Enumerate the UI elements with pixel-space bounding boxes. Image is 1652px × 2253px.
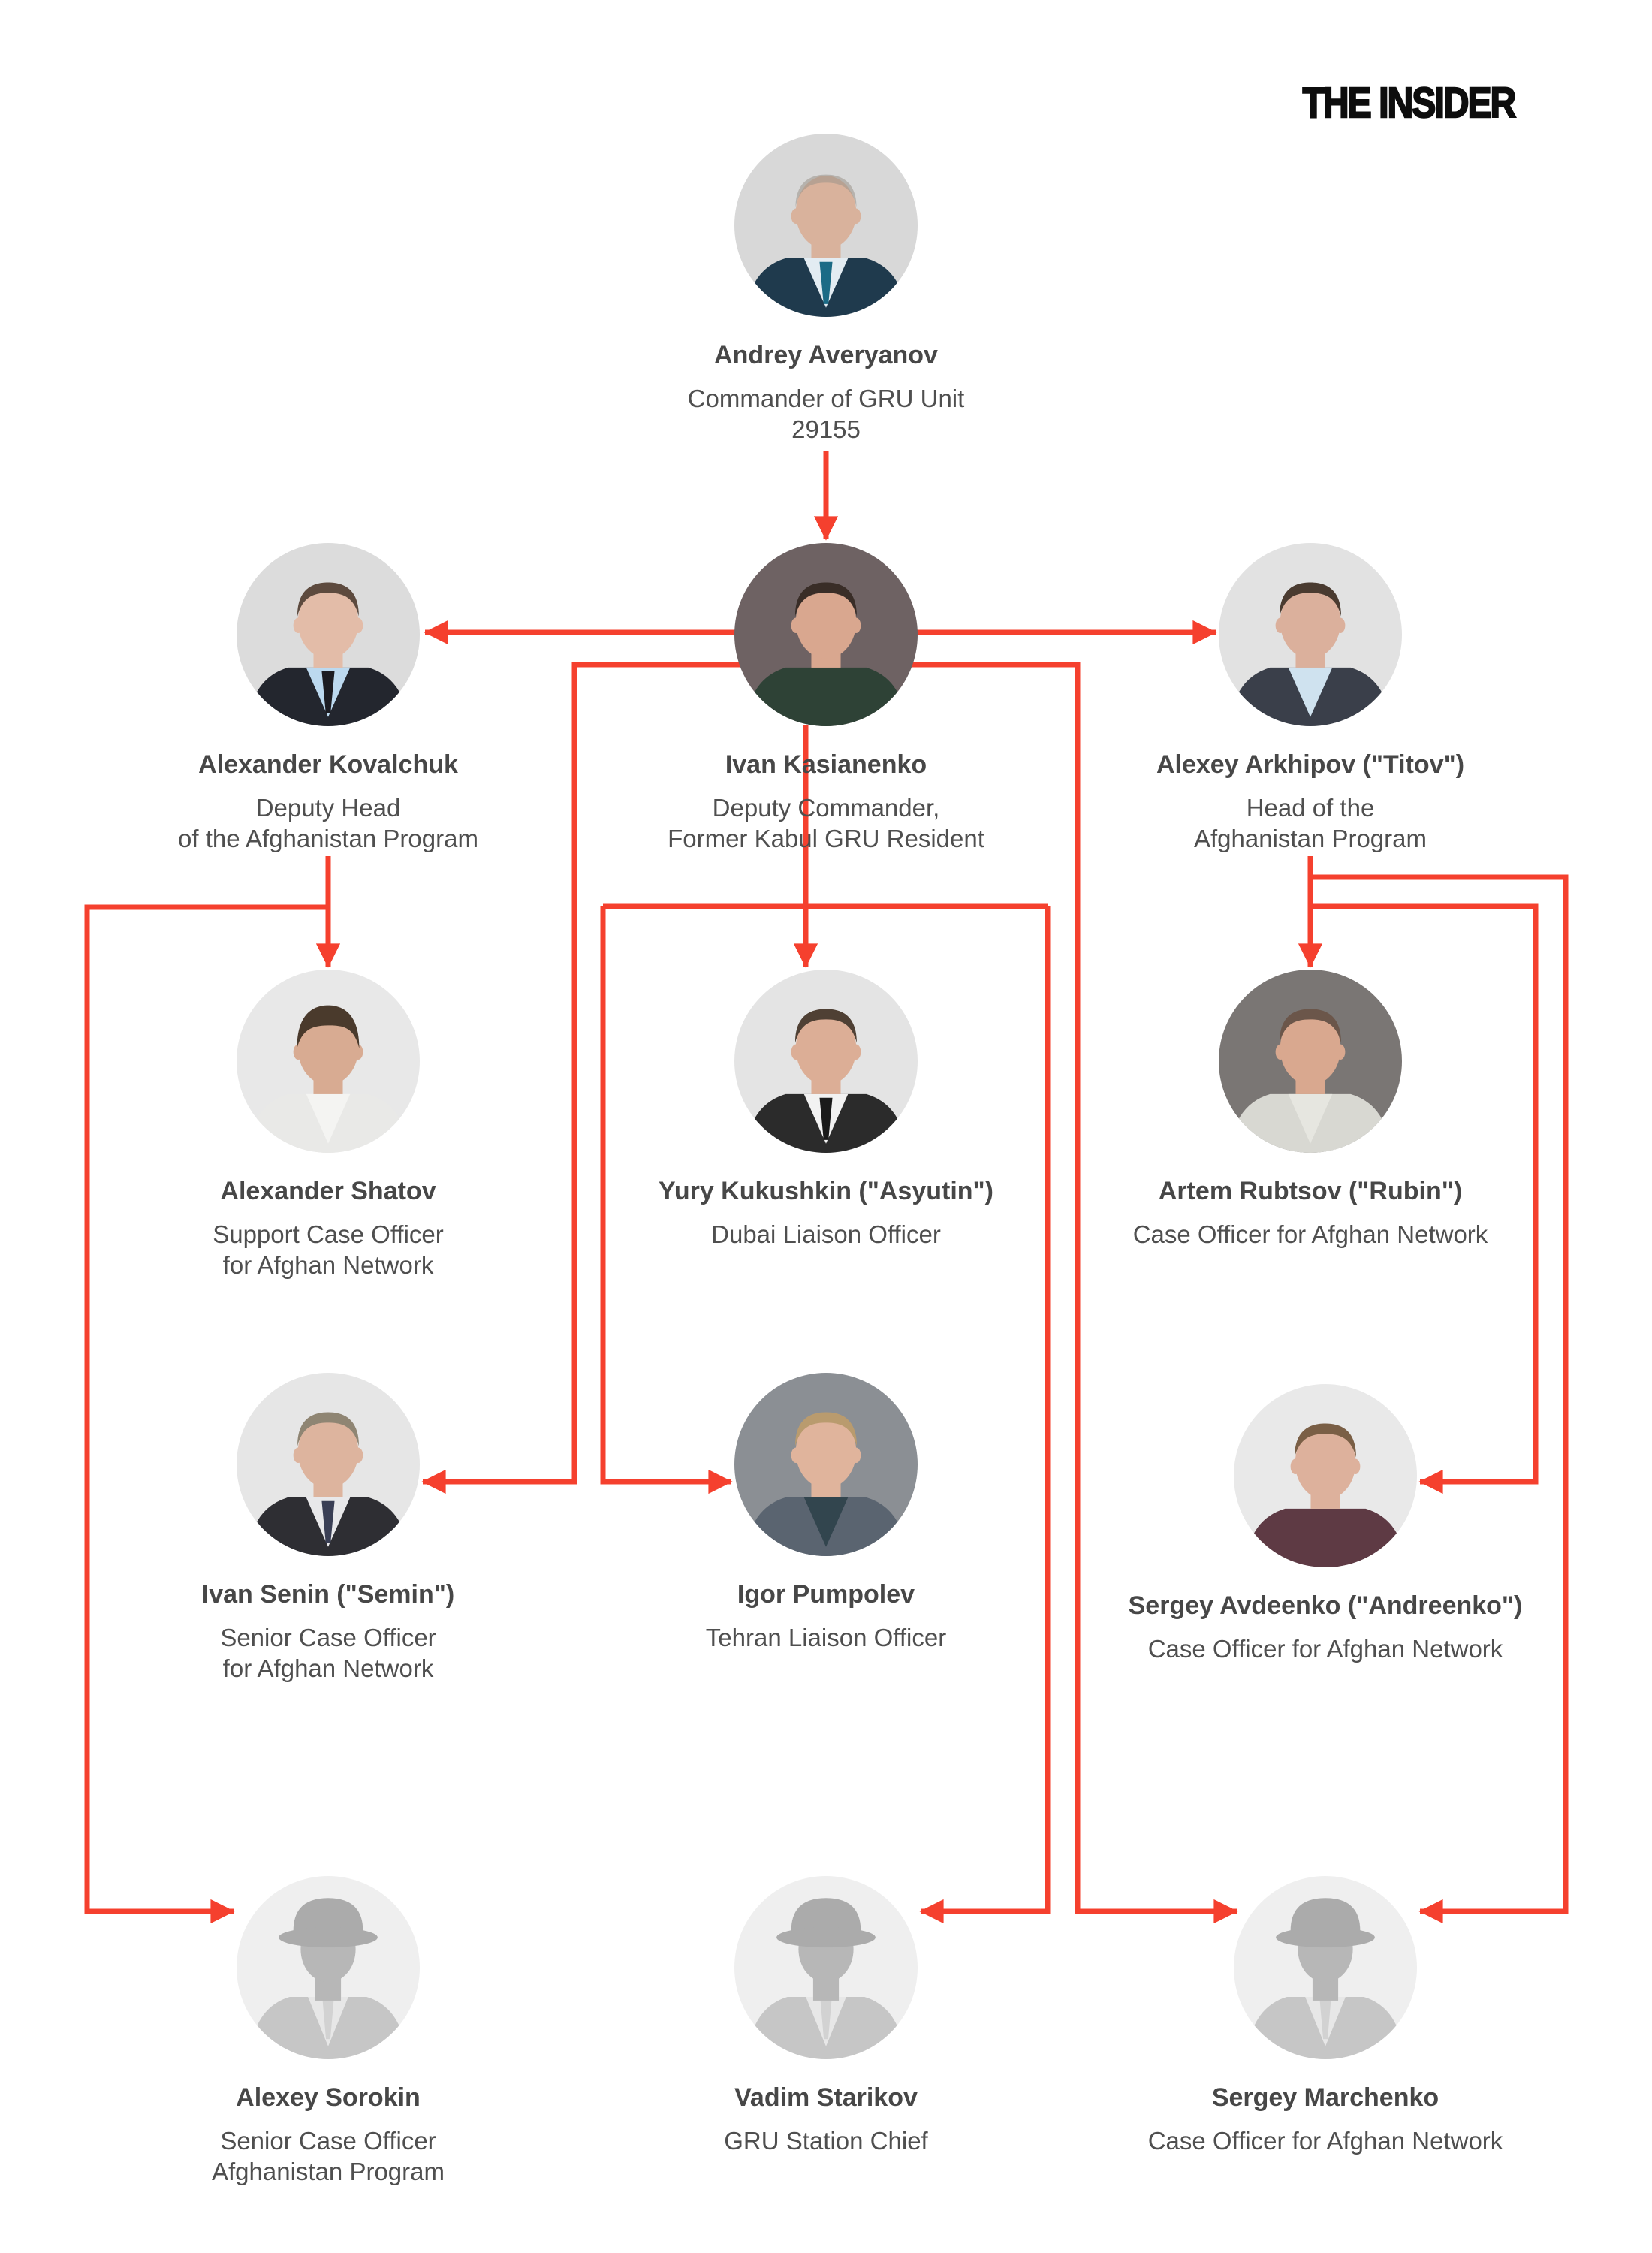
person-title — [65, 1219, 591, 1280]
person-name: Andrey Averyanov — [714, 341, 938, 369]
photo-avatar-rubtsov — [1219, 970, 1402, 1153]
photo-avatar-pumpolev — [734, 1373, 918, 1556]
photo-avatar-senin — [237, 1373, 420, 1556]
anonymous-silhouette-avatar-sorokin — [237, 1876, 420, 2059]
person-name: Alexander Kovalchuk — [198, 750, 458, 779]
person-card-avdeenko — [1063, 1384, 1588, 1737]
person-title — [1063, 2125, 1588, 2156]
person-title — [1048, 792, 1573, 854]
photo-avatar-avdeenko — [1234, 1384, 1417, 1567]
person-card-arkhipov — [1048, 543, 1573, 896]
person-title-line: Case Officer for Afghan Network — [1147, 2127, 1503, 2155]
person-name: Alexander Shatov — [220, 1177, 436, 1205]
photo-avatar-shatov — [237, 970, 420, 1153]
person-title — [563, 383, 1089, 445]
person-name: Sergey Avdeenko ("Andreenko") — [1128, 1591, 1523, 1620]
person-title-line: 29155 — [791, 415, 861, 443]
person-card-sorokin — [65, 1876, 591, 2229]
person-title-line: for Afghan Network — [222, 1251, 434, 1279]
person-title-line: Senior Case Officer — [220, 1624, 436, 1651]
person-name: Ivan Kasianenko — [725, 750, 927, 779]
photo-avatar-kukushkin — [734, 970, 918, 1153]
person-name: Ivan Senin ("Semin") — [201, 1580, 455, 1609]
person-name: Sergey Marchenko — [1211, 2083, 1439, 2112]
the-insider-logo: THE INSIDER — [1302, 80, 1515, 128]
person-card-kovalchuk — [65, 543, 591, 896]
person-title — [65, 2125, 591, 2187]
person-title-line: Afghanistan Program — [1193, 825, 1427, 852]
person-card-pumpolev — [563, 1373, 1089, 1726]
person-card-senin — [65, 1373, 591, 1726]
person-title-line: Case Officer for Afghan Network — [1147, 1635, 1503, 1663]
person-title-line: of the Afghanistan Program — [178, 825, 478, 852]
person-title-line: for Afghan Network — [222, 1654, 434, 1682]
person-title-line: Deputy Commander, — [712, 794, 940, 822]
photo-avatar-kasianenko — [734, 543, 918, 726]
person-card-starikov — [563, 1876, 1089, 2229]
person-card-marchenko — [1063, 1876, 1588, 2229]
person-title — [1048, 1219, 1573, 1250]
person-name: Vadim Starikov — [734, 2083, 918, 2112]
person-title — [563, 792, 1089, 854]
person-title — [563, 1622, 1089, 1653]
person-title-line: Former Kabul GRU Resident — [668, 825, 984, 852]
person-card-averyanov — [563, 134, 1089, 487]
person-title — [1063, 1633, 1588, 1664]
person-name: Artem Rubtsov ("Rubin") — [1158, 1177, 1463, 1205]
person-name: Yury Kukushkin ("Asyutin") — [659, 1177, 993, 1205]
person-title — [563, 1219, 1089, 1250]
person-card-kukushkin — [563, 970, 1089, 1323]
person-title-line: Support Case Officer — [213, 1220, 444, 1248]
person-title-line: Case Officer for Afghan Network — [1132, 1220, 1488, 1248]
photo-avatar-averyanov — [734, 134, 918, 317]
person-card-kasianenko — [563, 543, 1089, 896]
person-title-line: Head of the — [1246, 794, 1375, 822]
person-title — [65, 1622, 591, 1684]
person-title-line: Deputy Head — [255, 794, 401, 822]
person-title-line: Tehran Liaison Officer — [705, 1624, 947, 1651]
person-title-line: Commander of GRU Unit — [687, 385, 965, 412]
person-title-line: Dubai Liaison Officer — [711, 1220, 941, 1248]
person-name: Igor Pumpolev — [737, 1580, 915, 1609]
person-name: Alexey Arkhipov ("Titov") — [1156, 750, 1465, 779]
person-name: Alexey Sorokin — [236, 2083, 421, 2112]
person-title-line: Afghanistan Program — [211, 2158, 445, 2185]
person-title — [65, 792, 591, 854]
person-card-shatov — [65, 970, 591, 1323]
person-title — [563, 2125, 1089, 2156]
person-title-line: GRU Station Chief — [724, 2127, 928, 2155]
photo-avatar-kovalchuk — [237, 543, 420, 726]
anonymous-silhouette-avatar-starikov — [734, 1876, 918, 2059]
person-card-rubtsov — [1048, 970, 1573, 1323]
person-title-line: Senior Case Officer — [220, 2127, 436, 2155]
photo-avatar-arkhipov — [1219, 543, 1402, 726]
anonymous-silhouette-avatar-marchenko — [1234, 1876, 1417, 2059]
